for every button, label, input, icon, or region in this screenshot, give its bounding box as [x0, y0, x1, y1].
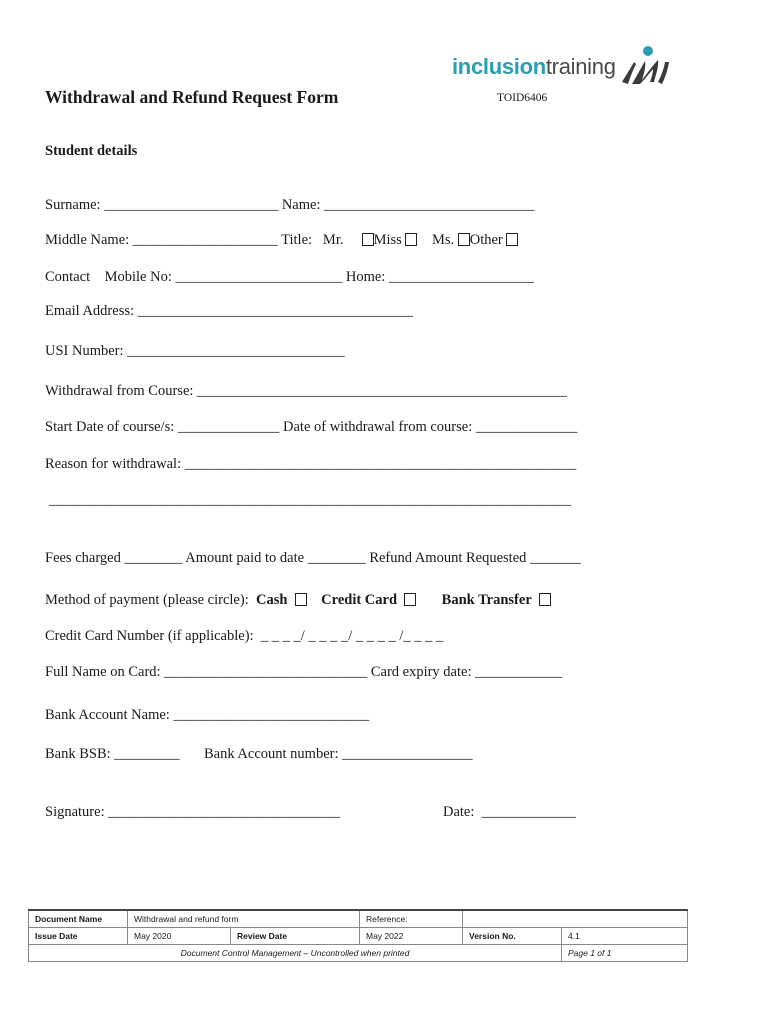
reason-field-line-2[interactable]: ________________________________________________________________________ — [49, 492, 571, 508]
payment-credit-card-label: Credit Card — [321, 592, 398, 608]
footer-note: Document Control Management – Uncontrolled when printed — [29, 945, 562, 962]
middle-name-title-field — [45, 232, 518, 249]
date-field[interactable]: Date: _____________ — [443, 804, 576, 820]
reference-label: Reference: — [360, 910, 463, 928]
document-control-table — [28, 909, 688, 962]
issue-date-value: May 2020 — [128, 928, 231, 945]
title-miss-checkbox[interactable] — [405, 233, 417, 246]
surname-name-field[interactable]: Surname: ________________________ Name: _____________________________ — [45, 197, 535, 213]
reference-value — [463, 910, 688, 928]
title-other-checkbox[interactable] — [506, 233, 518, 246]
dates-field[interactable]: Start Date of course/s: ______________ Date of withdrawal from course: ______________ — [45, 419, 578, 435]
issue-date-label: Issue Date — [29, 928, 128, 945]
company-logo — [452, 44, 672, 90]
payment-credit-card-checkbox[interactable] — [404, 593, 416, 606]
bank-bsb-field[interactable]: Bank BSB: _________ — [45, 746, 180, 762]
form-title: Withdrawal and Refund Request Form — [45, 87, 339, 107]
title-ms-checkbox[interactable] — [458, 233, 470, 246]
usi-field[interactable]: USI Number: ______________________________ — [45, 343, 345, 359]
payment-bank-transfer-label: Bank Transfer — [441, 592, 532, 608]
contact-field[interactable]: Contact Mobile No: _______________________ Home: ____________________ — [45, 269, 534, 285]
title-miss-label: Miss — [373, 232, 402, 248]
doc-name-label: Document Name — [29, 910, 128, 928]
inclusion-training-logo-mark-icon — [618, 44, 672, 88]
payment-method-label: Method of payment (please circle): — [45, 592, 249, 608]
card-name-expiry-field[interactable]: Full Name on Card: ____________________________ Card expiry date: ____________ — [45, 664, 563, 680]
payment-cash-checkbox[interactable] — [295, 593, 307, 606]
form-code: TOID6406 — [497, 92, 548, 104]
version-value: 4.1 — [562, 928, 688, 945]
fees-field[interactable]: Fees charged ________ Amount paid to date ________ Refund Amount Requested _______ — [45, 550, 581, 566]
card-number-field[interactable]: Credit Card Number (if applicable): _ _ _ _/ _ _ _ _/ _ _ _ _ /_ _ _ _ — [45, 628, 444, 644]
title-ms-label: Ms. — [431, 232, 455, 248]
reason-field[interactable]: Reason for withdrawal: ______________________________________________________ — [45, 456, 577, 472]
payment-method-row — [45, 592, 551, 609]
logo-wordmark: inclusiontraining — [452, 54, 616, 79]
doc-name-value: Withdrawal and refund form — [128, 910, 360, 928]
review-date-value: May 2022 — [360, 928, 463, 945]
review-date-label: Review Date — [231, 928, 360, 945]
title-other-label: Other — [469, 232, 503, 248]
table-row — [29, 945, 688, 962]
page-label: Page 1 of 1 — [562, 945, 688, 962]
signature-field[interactable]: Signature: ________________________________ — [45, 804, 341, 820]
table-row — [29, 928, 688, 945]
email-field[interactable]: Email Address: ______________________________________ — [45, 303, 414, 319]
course-field[interactable]: Withdrawal from Course: ___________________________________________________ — [45, 383, 567, 399]
payment-cash-label: Cash — [255, 592, 288, 608]
version-label: Version No. — [463, 928, 562, 945]
title-mr-checkbox[interactable] — [362, 233, 374, 246]
section-heading-student-details: Student details — [45, 143, 138, 159]
bank-account-number-field[interactable]: Bank Account number: __________________ — [204, 746, 473, 762]
table-row — [29, 910, 688, 928]
middle-name-field[interactable]: Middle Name: ____________________ Title: Mr. — [45, 232, 344, 248]
payment-bank-transfer-checkbox[interactable] — [539, 593, 551, 606]
bank-account-name-field[interactable]: Bank Account Name: ___________________________ — [45, 707, 370, 723]
